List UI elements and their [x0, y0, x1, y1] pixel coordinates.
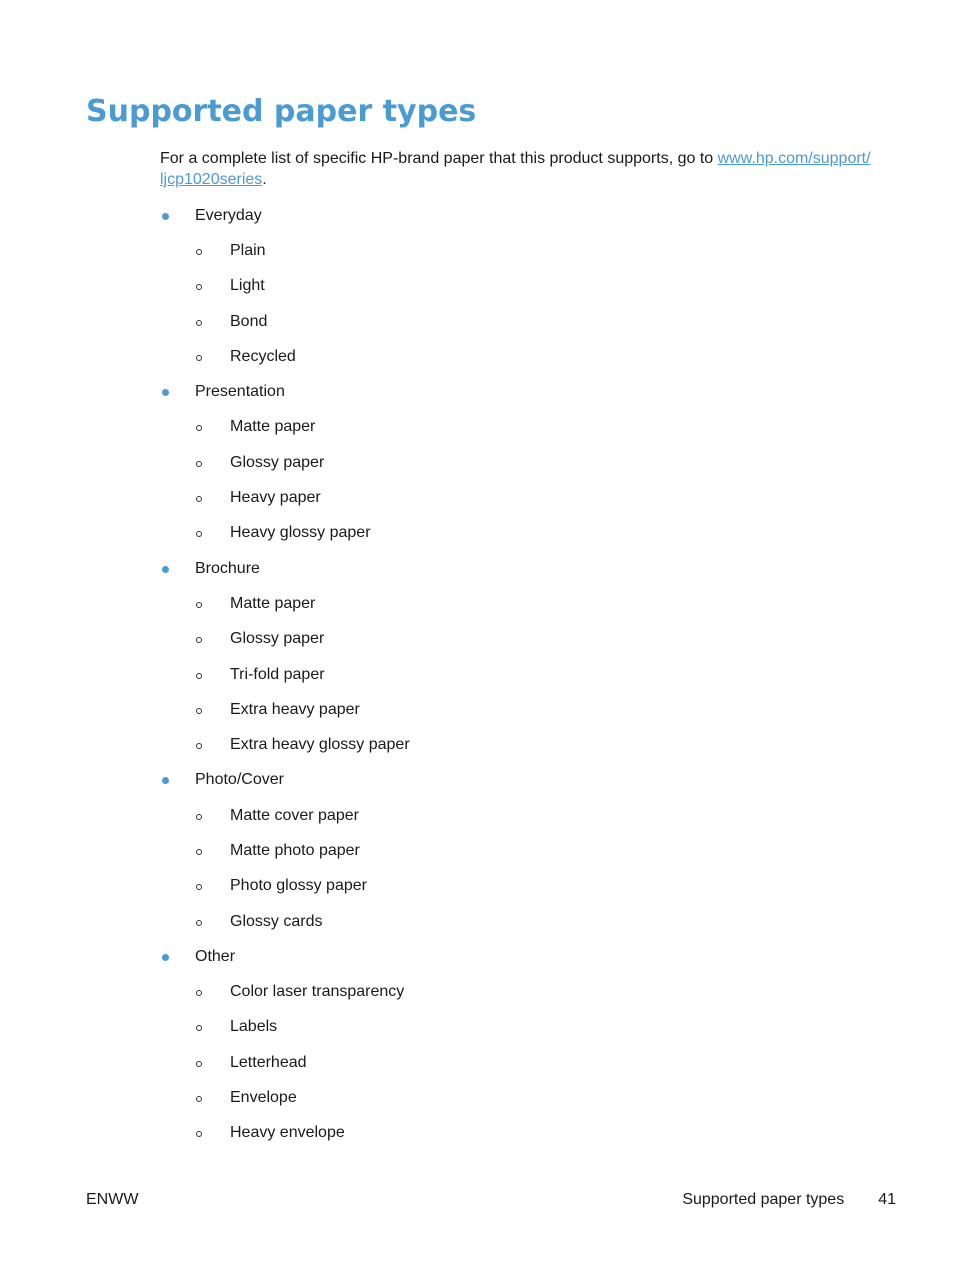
bullet-ring-icon — [195, 1088, 230, 1108]
paper-type-item — [160, 657, 880, 692]
paper-type-item — [160, 692, 880, 727]
bullet-ring-icon — [195, 806, 230, 826]
bullet-ring-icon — [195, 312, 230, 332]
category-item — [160, 763, 880, 798]
paper-type-item — [160, 410, 880, 445]
paper-type-label: Letterhead — [230, 1053, 307, 1071]
paper-type-label: Color laser transparency — [230, 983, 405, 1001]
page-title: Supported paper types — [86, 94, 477, 129]
paper-type-label: Extra heavy glossy paper — [230, 736, 410, 754]
category-item — [160, 198, 880, 233]
paper-type-label: Tri-fold paper — [230, 665, 325, 683]
paper-type-label: Bond — [230, 312, 268, 330]
support-link-line2: ljcp1020series — [160, 171, 263, 188]
paper-type-item — [160, 269, 880, 304]
paper-type-label: Glossy cards — [230, 912, 323, 930]
paper-type-item — [160, 904, 880, 939]
paper-type-label: Extra heavy paper — [230, 700, 360, 718]
paper-type-label: Matte photo paper — [230, 841, 360, 859]
paper-type-label: Plain — [230, 241, 266, 259]
paper-type-label: Glossy paper — [230, 453, 325, 471]
bullet-ring-icon — [195, 594, 230, 614]
bullet-dot-icon — [160, 206, 195, 226]
category-item — [160, 374, 880, 409]
bullet-ring-icon — [195, 876, 230, 896]
support-link-line1: www.hp.com/support/ — [717, 150, 871, 167]
paper-type-label: Matte cover paper — [230, 806, 359, 824]
bullet-ring-icon — [195, 912, 230, 932]
bullet-ring-icon — [195, 488, 230, 508]
bullet-ring-icon — [195, 1053, 230, 1073]
paper-type-label: Light — [230, 277, 265, 295]
paper-type-item — [160, 339, 880, 374]
paper-type-item — [160, 1045, 880, 1080]
paper-type-item — [160, 869, 880, 904]
bullet-ring-icon — [195, 241, 230, 261]
page-number: 41 — [878, 1191, 896, 1208]
bullet-ring-icon — [195, 665, 230, 685]
bullet-ring-icon — [195, 1123, 230, 1143]
bullet-ring-icon — [195, 347, 230, 367]
paper-type-item — [160, 798, 880, 833]
category-label: Everyday — [195, 206, 262, 224]
footer-section-title: Supported paper types — [682, 1191, 845, 1208]
bullet-dot-icon — [160, 382, 195, 402]
paper-type-item — [160, 833, 880, 868]
paper-type-list — [160, 198, 880, 1151]
footer-edition-code: ENWW — [86, 1191, 139, 1208]
bullet-ring-icon — [195, 417, 230, 437]
paper-type-item — [160, 727, 880, 762]
paper-type-item — [160, 233, 880, 268]
bullet-ring-icon — [195, 523, 230, 543]
bullet-ring-icon — [195, 1017, 230, 1037]
paper-type-item — [160, 622, 880, 657]
paper-type-item — [160, 1010, 880, 1045]
footer-right — [682, 1189, 896, 1210]
intro-period: . — [262, 171, 267, 188]
bullet-ring-icon — [195, 629, 230, 649]
paper-type-label: Heavy envelope — [230, 1124, 345, 1142]
paper-type-label: Glossy paper — [230, 630, 325, 648]
category-label: Brochure — [195, 559, 260, 577]
paper-type-item — [160, 304, 880, 339]
bullet-ring-icon — [195, 841, 230, 861]
bullet-ring-icon — [195, 982, 230, 1002]
paper-type-label: Envelope — [230, 1089, 297, 1107]
category-label: Photo/Cover — [195, 771, 284, 789]
bullet-ring-icon — [195, 276, 230, 296]
paper-type-label: Heavy glossy paper — [230, 524, 371, 542]
bullet-dot-icon — [160, 770, 195, 790]
bullet-ring-icon — [195, 700, 230, 720]
paper-type-item — [160, 1080, 880, 1115]
intro-text: For a complete list of specific HP-brand paper that this product supports, go to — [160, 150, 718, 167]
bullet-dot-icon — [160, 947, 195, 967]
category-item — [160, 551, 880, 586]
category-item — [160, 939, 880, 974]
paper-type-item — [160, 586, 880, 621]
paper-type-item — [160, 1116, 880, 1151]
intro-paragraph — [160, 148, 880, 190]
paper-type-item — [160, 975, 880, 1010]
paper-type-label: Photo glossy paper — [230, 877, 367, 895]
bullet-ring-icon — [195, 735, 230, 755]
paper-type-label: Matte paper — [230, 418, 316, 436]
bullet-ring-icon — [195, 453, 230, 473]
category-label: Presentation — [195, 383, 285, 401]
paper-type-item — [160, 445, 880, 480]
paper-type-label: Heavy paper — [230, 489, 321, 507]
category-label: Other — [195, 947, 236, 965]
paper-type-item — [160, 480, 880, 515]
paper-type-label: Labels — [230, 1018, 278, 1036]
paper-type-label: Matte paper — [230, 594, 316, 612]
bullet-dot-icon — [160, 559, 195, 579]
paper-type-label: Recycled — [230, 347, 296, 365]
paper-type-item — [160, 516, 880, 551]
